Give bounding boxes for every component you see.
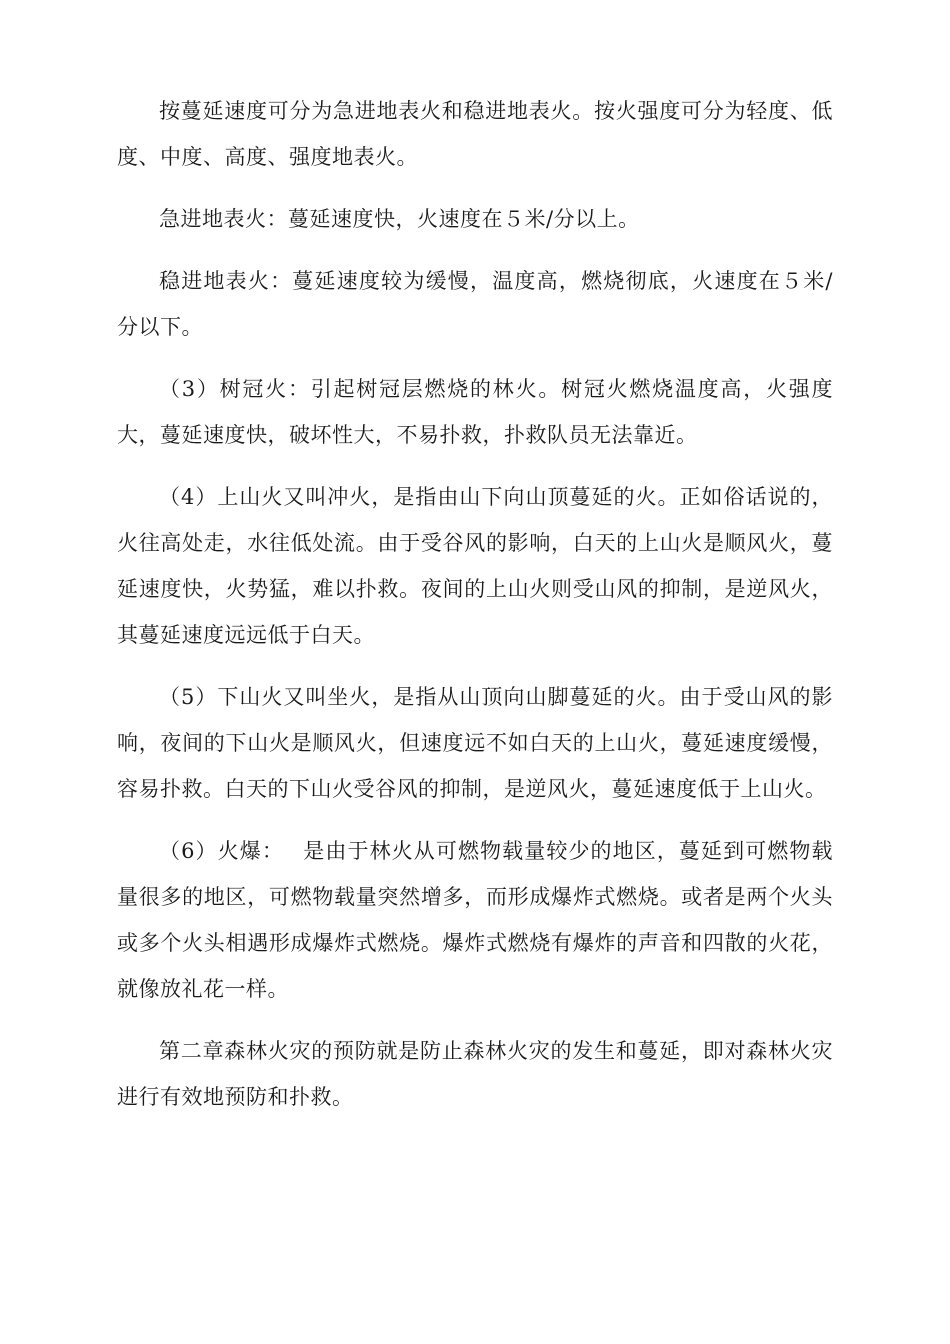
document-body [117, 88, 833, 1136]
paragraph-chapter-two: 第二章森林火灾的预防就是防止森林火灾的发生和蔓延，即对森林火灾进行有效地预防和扑救。 [117, 1039, 833, 1109]
paragraph-rapid-surface-fire: 急进地表火：蔓延速度快，火速度在５米/分以上。 [159, 207, 640, 231]
paragraph-fire-speed-classification: 按蔓延速度可分为急进地表火和稳进地表火。按火强度可分为轻度、低度、中度、高度、强度地表火。 [117, 99, 833, 169]
paragraph-fire-burst: （6）火爆： 是由于林火从可燃物载量较少的地区，蔓延到可燃物载量很多的地区，可燃物载量突然增多，而形成爆炸式燃烧。或者是两个火头或多个火头相遇形成爆炸式燃烧。爆炸式燃烧有爆炸的声音和四散的火花，就像放礼花一样。 [117, 839, 833, 1001]
paragraph-steady-surface-fire: 稳进地表火：蔓延速度较为缓慢，温度高，燃烧彻底，火速度在５米/分以下。 [117, 269, 833, 339]
paragraph-downhill-fire: （5）下山火又叫坐火，是指从山顶向山脚蔓延的火。由于受山风的影响，夜间的下山火是顺风火，但速度远不如白天的上山火，蔓延速度缓慢，容易扑救。白天的下山火受谷风的抑制，是逆风火，蔓延速度低于上山火。 [117, 685, 833, 801]
paragraph-uphill-fire: （4）上山火又叫冲火，是指由山下向山顶蔓延的火。正如俗话说的，火往高处走，水往低处流。由于受谷风的影响，白天的上山火是顺风火，蔓延速度快，火势猛，难以扑救。夜间的上山火则受山风的抑制，是逆风火，其蔓延速度远远低于白天。 [117, 485, 833, 647]
paragraph-crown-fire: （3）树冠火：引起树冠层燃烧的林火。树冠火燃烧温度高，火强度大，蔓延速度快，破坏性大，不易扑救，扑救队员无法靠近。 [117, 377, 833, 447]
